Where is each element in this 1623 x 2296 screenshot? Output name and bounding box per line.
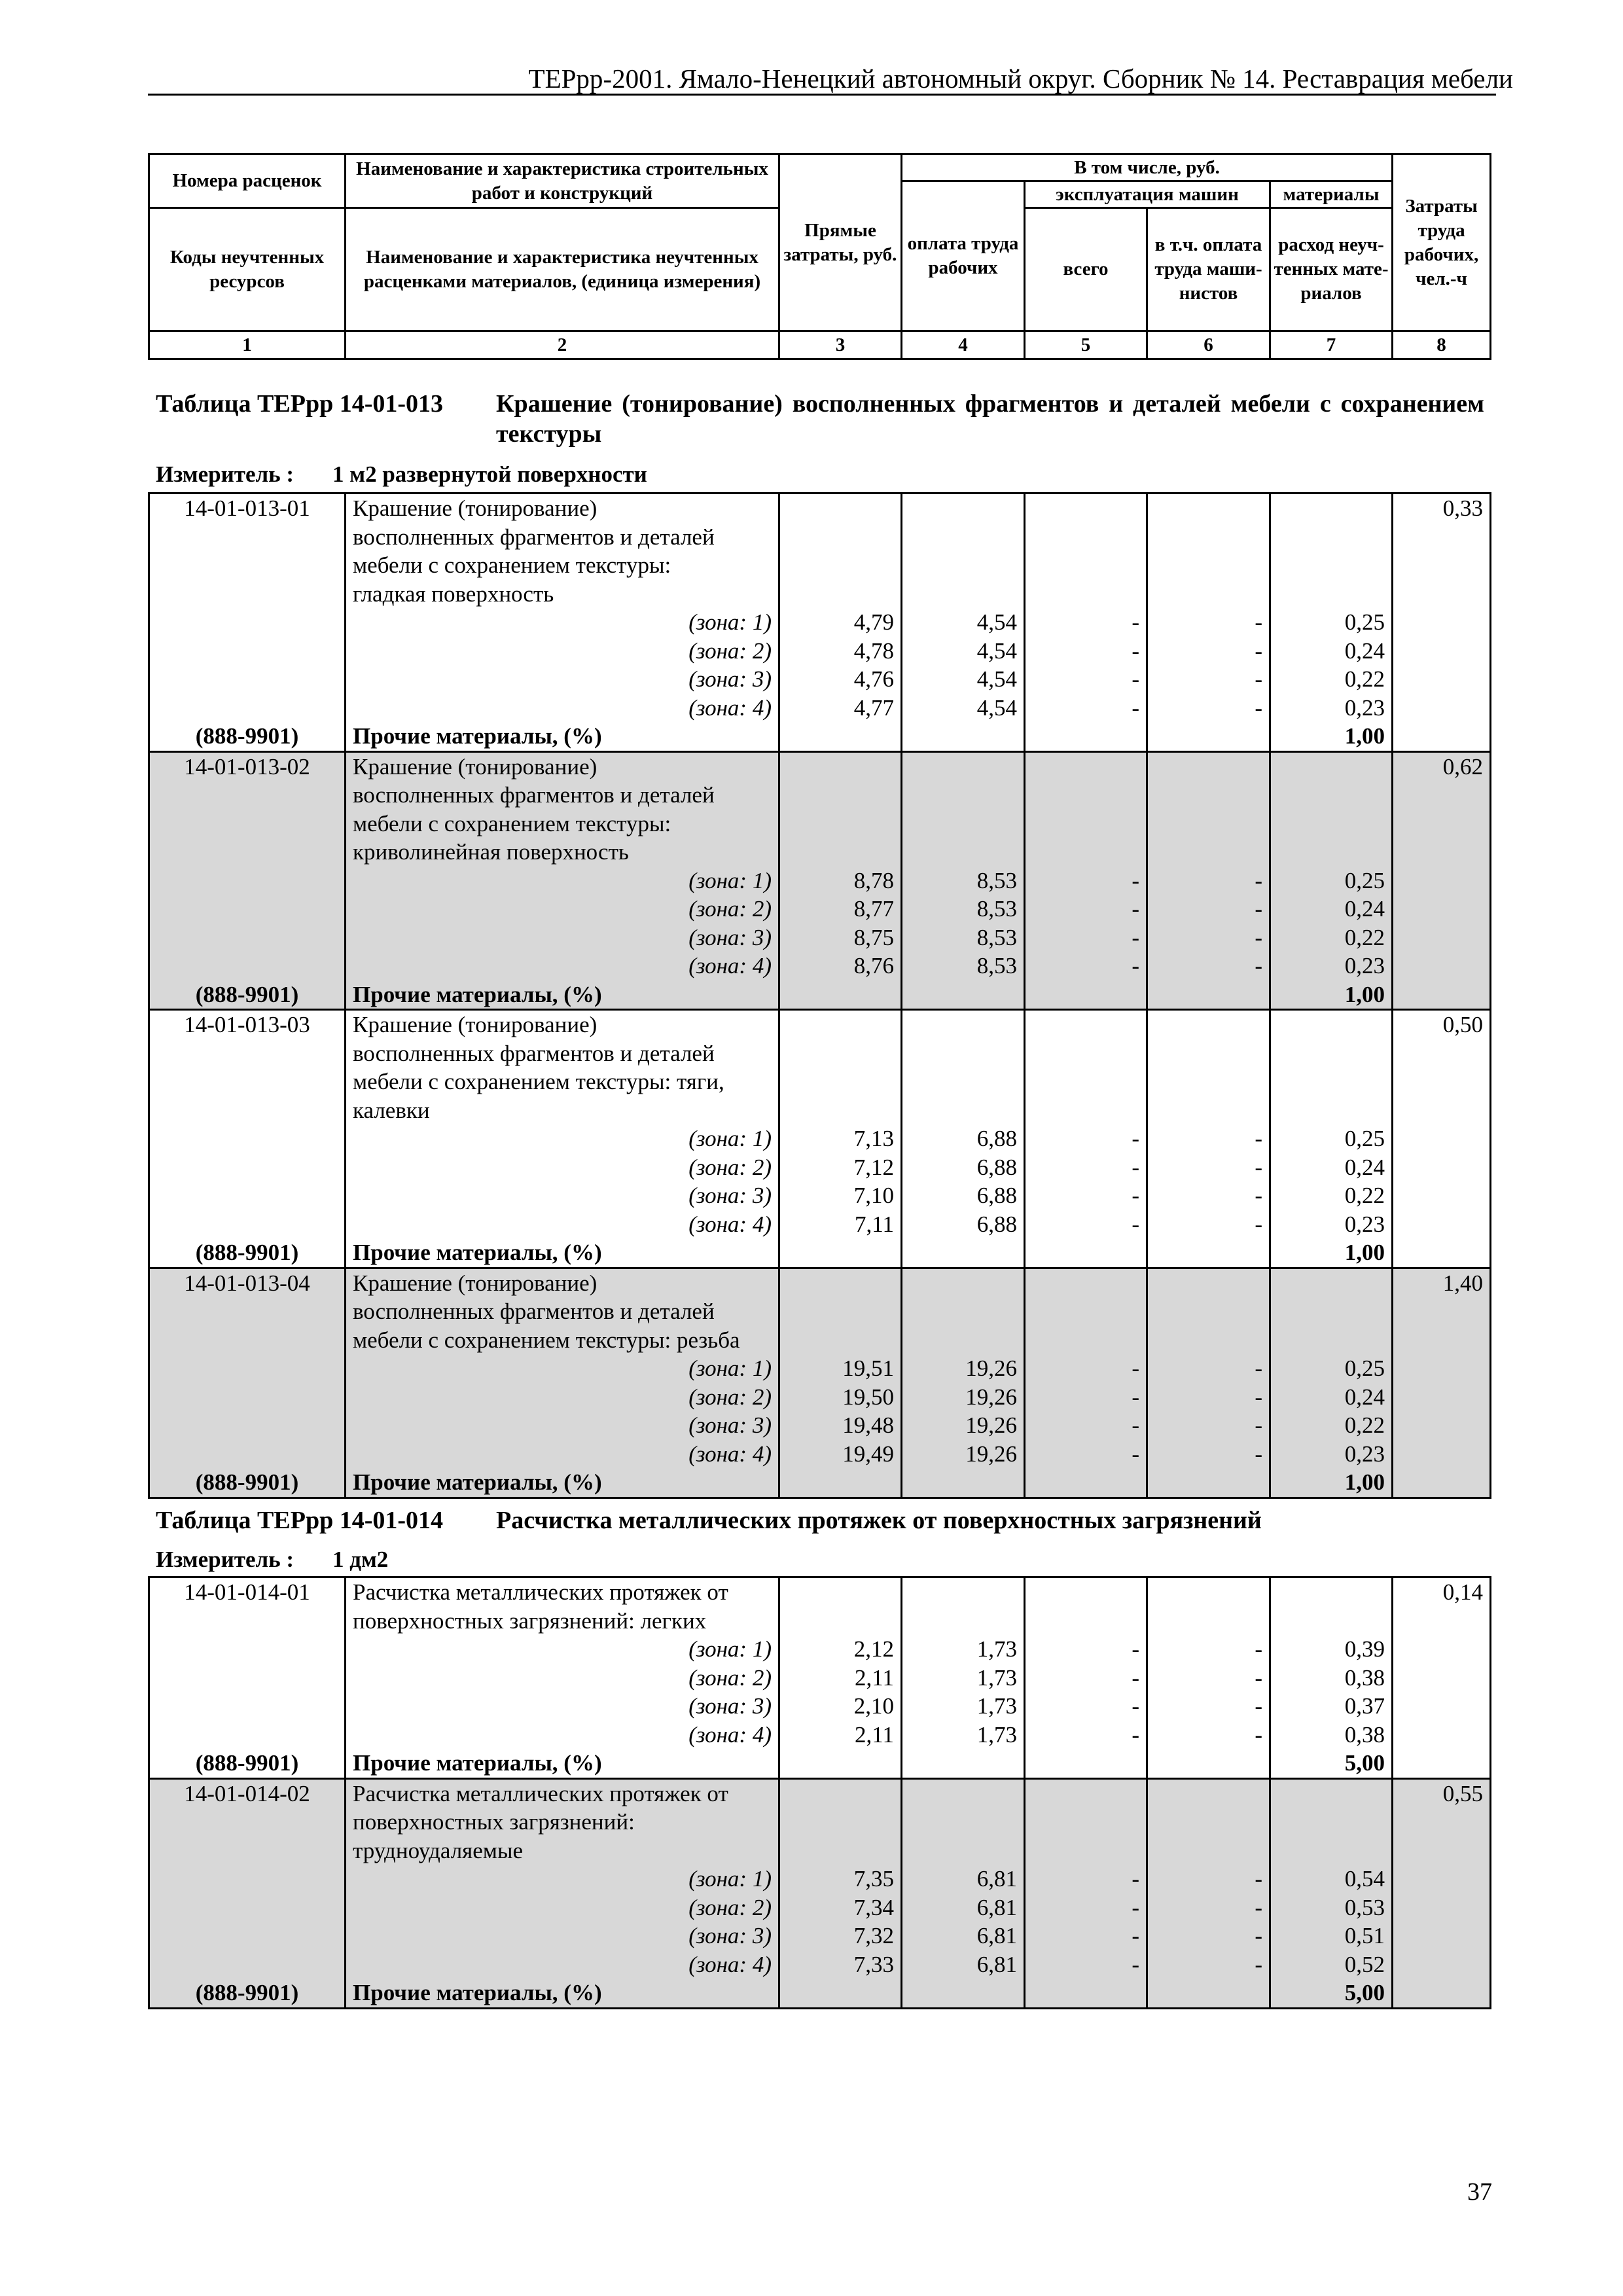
labor-pay-value: 4,54	[976, 694, 1017, 721]
machines-total-value: -	[1132, 953, 1139, 978]
work-description-line: поверхностных загрязнений: легких	[353, 1607, 707, 1634]
materials-value: 0,23	[1344, 694, 1385, 721]
materials-value: 0,24	[1344, 1154, 1385, 1180]
rate-code: 14-01-013-03	[184, 1012, 310, 1037]
machines-labor-cell	[1147, 1010, 1270, 1268]
machines-total-value: -	[1132, 1664, 1139, 1691]
labor-pay-cell	[902, 1778, 1025, 2008]
description-cell	[346, 1010, 779, 1268]
rate-entry-row	[149, 1577, 1491, 1779]
col-materials-consumption: расход неуч- тенных мате- риалов	[1270, 208, 1393, 331]
machines-total-value: -	[1132, 1693, 1139, 1719]
direct-cost-cell	[779, 493, 902, 752]
labor-pay-value: 6,81	[976, 1923, 1017, 1948]
machines-total-value: -	[1132, 1412, 1139, 1438]
machines-total-value: -	[1132, 1126, 1139, 1151]
rate-code: 14-01-013-01	[184, 495, 310, 521]
machines-total-value: -	[1132, 1894, 1139, 1920]
machines-total-value: -	[1132, 1951, 1139, 1977]
rate-code: 14-01-013-04	[184, 1270, 310, 1296]
labor-pay-value: 8,53	[976, 896, 1017, 922]
machines-total-value: -	[1132, 1211, 1139, 1237]
page-header-title: ТЕРрр-2001. Ямало-Ненецкий автономный округ. Сборник № 14. Реставрация мебели	[528, 63, 1513, 94]
labor-pay-value: 8,53	[976, 924, 1017, 950]
zone-label: (зона: 4)	[688, 1951, 772, 1977]
description-cell	[346, 1778, 779, 2008]
materials-value: 0,52	[1344, 1951, 1385, 1977]
labor-pay-value: 4,54	[976, 637, 1017, 664]
col-number: 4	[902, 331, 1025, 359]
labor-pay-cell	[902, 1010, 1025, 1268]
zone-label: (зона: 2)	[688, 1664, 772, 1691]
col-number: 8	[1393, 331, 1491, 359]
machines-labor-cell	[1147, 1268, 1270, 1498]
machines-labor-value: -	[1255, 896, 1262, 922]
col-number: 1	[149, 331, 346, 359]
machines-labor-value: -	[1255, 1183, 1262, 1208]
machines-total-cell	[1025, 493, 1147, 752]
machines-labor-value: -	[1255, 1126, 1262, 1151]
materials-value: 0,22	[1344, 1183, 1385, 1208]
materials-value: 0,23	[1344, 953, 1385, 978]
materials-value: 0,24	[1344, 637, 1385, 664]
direct-cost-value: 8,76	[853, 953, 894, 978]
direct-cost-value: 4,77	[853, 694, 894, 721]
resource-code: (888-9901)	[195, 981, 299, 1007]
materials-value: 0,54	[1344, 1866, 1385, 1892]
machines-labor-value: -	[1255, 609, 1262, 635]
machines-total-value: -	[1132, 1154, 1139, 1180]
resource-consumption: 1,00	[1344, 1469, 1385, 1495]
rate-entry-row	[149, 751, 1491, 1010]
machines-labor-value: -	[1255, 1154, 1262, 1180]
col-number: 2	[346, 331, 779, 359]
direct-cost-value: 4,76	[853, 666, 894, 692]
machines-total-value: -	[1132, 609, 1139, 635]
zone-label: (зона: 1)	[688, 1126, 772, 1151]
zone-label: (зона: 1)	[688, 1866, 772, 1892]
direct-cost-value: 7,13	[853, 1126, 894, 1151]
machines-total-value: -	[1132, 924, 1139, 950]
work-description-line: трудноудаляемые	[353, 1837, 524, 1863]
work-description-line: мебели с сохранением текстуры: тяги,	[353, 1069, 724, 1094]
labor-costs-cell	[1393, 751, 1491, 1010]
direct-cost-value: 7,10	[853, 1183, 894, 1208]
machines-total-value: -	[1132, 1355, 1139, 1381]
col-labor-pay: оплата труда рабочих	[902, 181, 1025, 331]
code-cell	[149, 1577, 346, 1779]
materials-value: 0,23	[1344, 1441, 1385, 1467]
direct-cost-value: 7,35	[853, 1866, 894, 1892]
col-number: 6	[1147, 331, 1270, 359]
zone-label: (зона: 4)	[688, 1441, 772, 1467]
description-cell	[346, 493, 779, 752]
materials-value: 0,25	[1344, 609, 1385, 635]
meter-label: Измеритель :	[156, 461, 294, 487]
labor-pay-value: 19,26	[965, 1441, 1017, 1467]
materials-value: 0,38	[1344, 1664, 1385, 1691]
labor-pay-value: 6,88	[976, 1154, 1017, 1180]
work-description-line: восполненных фрагментов и деталей	[353, 524, 715, 550]
machines-labor-value: -	[1255, 1441, 1262, 1467]
materials-value: 0,22	[1344, 924, 1385, 950]
table-caption	[156, 389, 1484, 452]
materials-cell	[1270, 1268, 1393, 1498]
table-caption	[156, 1505, 1484, 1537]
meter-value: 1 м2 развернутой поверхности	[332, 461, 647, 487]
zone-label: (зона: 3)	[688, 1923, 772, 1948]
labor-pay-value: 6,88	[976, 1183, 1017, 1208]
machines-total-value: -	[1132, 1866, 1139, 1892]
code-cell	[149, 1778, 346, 2008]
machines-total-cell	[1025, 1010, 1147, 1268]
rates-table-14-01-013	[148, 492, 1491, 1499]
machines-total-cell	[1025, 1268, 1147, 1498]
description-cell	[346, 751, 779, 1010]
direct-cost-value: 7,34	[853, 1894, 894, 1920]
materials-value: 0,39	[1344, 1636, 1385, 1662]
resource-code: (888-9901)	[195, 1980, 299, 2005]
description-cell	[346, 1268, 779, 1498]
labor-costs-value: 0,50	[1442, 1012, 1483, 1037]
rate-code: 14-01-014-01	[184, 1579, 310, 1605]
labor-pay-value: 19,26	[965, 1384, 1017, 1410]
direct-cost-value: 19,48	[842, 1412, 894, 1438]
materials-value: 0,38	[1344, 1721, 1385, 1748]
labor-pay-cell	[902, 1577, 1025, 1779]
machines-labor-value: -	[1255, 666, 1262, 692]
zone-label: (зона: 4)	[688, 1721, 772, 1748]
materials-value: 0,25	[1344, 1126, 1385, 1151]
labor-costs-value: 0,55	[1442, 1780, 1483, 1806]
work-description-line: Расчистка металлических протяжек от	[353, 1780, 728, 1806]
machines-labor-value: -	[1255, 1211, 1262, 1237]
work-description-line: восполненных фрагментов и деталей	[353, 1299, 715, 1324]
machines-labor-value: -	[1255, 1721, 1262, 1748]
machines-labor-value: -	[1255, 1355, 1262, 1381]
zone-label: (зона: 2)	[688, 896, 772, 922]
direct-cost-value: 8,78	[853, 867, 894, 893]
labor-pay-value: 1,73	[976, 1664, 1017, 1691]
page-number: 37	[1467, 2178, 1492, 2206]
materials-value: 0,22	[1344, 666, 1385, 692]
machines-total-cell	[1025, 1577, 1147, 1779]
resource-consumption: 1,00	[1344, 723, 1385, 749]
labor-pay-value: 6,81	[976, 1951, 1017, 1977]
resource-consumption: 5,00	[1344, 1750, 1385, 1776]
direct-cost-value: 8,77	[853, 896, 894, 922]
code-cell	[149, 493, 346, 752]
labor-costs-cell	[1393, 1010, 1491, 1268]
work-description-line: Расчистка металлических протяжек от	[353, 1579, 728, 1605]
col-rate-numbers: Номера расценок	[149, 154, 346, 208]
resource-name: Прочие материалы, (%)	[353, 1750, 602, 1776]
zone-label: (зона: 2)	[688, 1894, 772, 1920]
direct-cost-value: 7,12	[853, 1154, 894, 1180]
col-including: В том числе, руб.	[902, 154, 1393, 181]
rate-entry-row	[149, 493, 1491, 752]
resource-name: Прочие материалы, (%)	[353, 723, 602, 749]
labor-pay-value: 19,26	[965, 1412, 1017, 1438]
direct-cost-cell	[779, 1268, 902, 1498]
header-rule	[148, 94, 1496, 96]
zone-label: (зона: 3)	[688, 1183, 772, 1208]
work-description-line: мебели с сохранением текстуры:	[353, 810, 671, 836]
col-direct-costs: Прямые затраты, руб.	[779, 154, 902, 331]
col-machines: эксплуатация машин	[1025, 181, 1270, 208]
resource-code: (888-9901)	[195, 723, 299, 749]
labor-pay-value: 6,88	[976, 1211, 1017, 1237]
materials-cell	[1270, 493, 1393, 752]
machines-total-value: -	[1132, 1923, 1139, 1948]
resource-code: (888-9901)	[195, 1750, 299, 1776]
col-number: 7	[1270, 331, 1393, 359]
labor-pay-cell	[902, 493, 1025, 752]
resource-name: Прочие материалы, (%)	[353, 1469, 602, 1495]
meter-line	[156, 1546, 389, 1573]
resource-name: Прочие материалы, (%)	[353, 981, 602, 1007]
code-cell	[149, 1010, 346, 1268]
machines-total-value: -	[1132, 694, 1139, 721]
machines-labor-value: -	[1255, 1894, 1262, 1920]
labor-pay-value: 19,26	[965, 1355, 1017, 1381]
direct-cost-value: 4,79	[853, 609, 894, 635]
machines-labor-cell	[1147, 1577, 1270, 1779]
materials-value: 0,24	[1344, 896, 1385, 922]
rate-entry-row	[149, 1778, 1491, 2008]
machines-labor-value: -	[1255, 867, 1262, 893]
materials-value: 0,51	[1344, 1923, 1385, 1948]
machines-labor-value: -	[1255, 1923, 1262, 1948]
direct-cost-value: 7,33	[853, 1951, 894, 1977]
rate-code: 14-01-014-02	[184, 1780, 310, 1806]
zone-label: (зона: 4)	[688, 953, 772, 978]
col-labor-costs: Затраты труда рабочих, чел.-ч	[1393, 154, 1491, 331]
materials-value: 0,53	[1344, 1894, 1385, 1920]
work-description-line: Крашение (тонирование)	[353, 1012, 597, 1037]
rate-entry-row	[149, 1268, 1491, 1498]
machines-labor-cell	[1147, 493, 1270, 752]
labor-costs-cell	[1393, 1577, 1491, 1779]
resource-name: Прочие материалы, (%)	[353, 1240, 602, 1265]
labor-pay-value: 6,81	[976, 1894, 1017, 1920]
direct-cost-value: 7,11	[855, 1211, 894, 1237]
machines-labor-value: -	[1255, 637, 1262, 664]
labor-pay-value: 4,54	[976, 666, 1017, 692]
work-description-line: Крашение (тонирование)	[353, 495, 597, 521]
zone-label: (зона: 1)	[688, 1636, 772, 1662]
meter-line	[156, 461, 647, 488]
resource-code: (888-9901)	[195, 1469, 299, 1495]
rate-code: 14-01-013-02	[184, 753, 310, 780]
zone-label: (зона: 2)	[688, 1384, 772, 1410]
col-number: 5	[1025, 331, 1147, 359]
direct-cost-cell	[779, 751, 902, 1010]
labor-costs-value: 0,62	[1442, 753, 1483, 780]
work-description-line: восполненных фрагментов и деталей	[353, 782, 715, 808]
machines-total-value: -	[1132, 1721, 1139, 1748]
zone-label: (зона: 4)	[688, 1211, 772, 1237]
resource-consumption: 1,00	[1344, 981, 1385, 1007]
work-description-line: поверхностных загрязнений:	[353, 1809, 635, 1835]
machines-total-value: -	[1132, 1384, 1139, 1410]
direct-cost-value: 2,10	[853, 1693, 894, 1719]
direct-cost-value: 2,11	[855, 1664, 894, 1691]
table-label: Таблица ТЕРрр 14-01-014	[156, 1507, 444, 1534]
machines-total-value: -	[1132, 1636, 1139, 1662]
resource-name: Прочие материалы, (%)	[353, 1980, 602, 2005]
direct-cost-value: 19,49	[842, 1441, 894, 1467]
rates-table-14-01-014	[148, 1576, 1491, 2009]
table-title: Крашение (тонирование) восполненных фрагментов и деталей мебели с сохранением текстуры	[496, 390, 1484, 448]
labor-pay-value: 8,53	[976, 867, 1017, 893]
table-label: Таблица ТЕРрр 14-01-013	[156, 390, 444, 418]
col-material-names: Наименование и характеристика неучтенных расценками материалов, (единица измерения)	[346, 208, 779, 331]
machines-labor-value: -	[1255, 694, 1262, 721]
direct-cost-value: 2,12	[853, 1636, 894, 1662]
materials-value: 0,22	[1344, 1412, 1385, 1438]
zone-label: (зона: 1)	[688, 1355, 772, 1381]
machines-total-value: -	[1132, 1441, 1139, 1467]
meter-value: 1 дм2	[332, 1547, 389, 1572]
resource-code: (888-9901)	[195, 1240, 299, 1265]
machines-total-value: -	[1132, 666, 1139, 692]
direct-cost-value: 8,75	[853, 924, 894, 950]
code-cell	[149, 1268, 346, 1498]
machines-labor-cell	[1147, 751, 1270, 1010]
machines-total-value: -	[1132, 637, 1139, 664]
machines-total-cell	[1025, 751, 1147, 1010]
work-description-line: восполненных фрагментов и деталей	[353, 1040, 715, 1066]
labor-pay-value: 1,73	[976, 1693, 1017, 1719]
direct-cost-value: 19,51	[842, 1355, 894, 1381]
labor-costs-cell	[1393, 493, 1491, 752]
zone-label: (зона: 3)	[688, 924, 772, 950]
machines-labor-value: -	[1255, 1951, 1262, 1977]
work-description-line: мебели с сохранением текстуры:	[353, 552, 671, 578]
work-description-line: гладкая поверхность	[353, 581, 554, 607]
materials-value: 0,25	[1344, 1355, 1385, 1381]
work-description-line: калевки	[353, 1097, 430, 1123]
zone-label: (зона: 2)	[688, 1154, 772, 1180]
machines-total-value: -	[1132, 1183, 1139, 1208]
labor-pay-cell	[902, 1268, 1025, 1498]
zone-label: (зона: 4)	[688, 694, 772, 721]
labor-costs-value: 0,14	[1442, 1579, 1483, 1605]
direct-cost-value: 19,50	[842, 1384, 894, 1410]
col-machines-total: всего	[1025, 208, 1147, 331]
labor-pay-value: 6,88	[976, 1126, 1017, 1151]
machines-total-value: -	[1132, 896, 1139, 922]
zone-label: (зона: 3)	[688, 666, 772, 692]
direct-cost-value: 4,78	[853, 637, 894, 664]
machines-labor-value: -	[1255, 1866, 1262, 1892]
col-machines-labor: в т.ч. оплата труда маши- нистов	[1147, 208, 1270, 331]
zone-label: (зона: 2)	[688, 637, 772, 664]
direct-cost-value: 2,11	[855, 1721, 894, 1748]
col-materials: материалы	[1270, 181, 1393, 208]
labor-costs-cell	[1393, 1778, 1491, 2008]
labor-pay-value: 4,54	[976, 609, 1017, 635]
labor-costs-value: 1,40	[1442, 1270, 1483, 1296]
zone-label: (зона: 1)	[688, 867, 772, 893]
labor-pay-value: 1,73	[976, 1636, 1017, 1662]
column-header-table	[148, 153, 1491, 360]
work-description-line: Крашение (тонирование)	[353, 1270, 597, 1296]
direct-cost-cell	[779, 1577, 902, 1779]
materials-cell	[1270, 1778, 1393, 2008]
table-title: Расчистка металлических протяжек от поверхностных загрязнений	[496, 1507, 1262, 1534]
materials-cell	[1270, 751, 1393, 1010]
col-number: 3	[779, 331, 902, 359]
materials-value: 0,24	[1344, 1384, 1385, 1410]
resource-consumption: 1,00	[1344, 1240, 1385, 1265]
machines-labor-value: -	[1255, 1693, 1262, 1719]
code-cell	[149, 751, 346, 1010]
meter-label: Измеритель :	[156, 1547, 294, 1572]
col-resource-codes: Коды неучтенных ресурсов	[149, 208, 346, 331]
machines-labor-value: -	[1255, 924, 1262, 950]
direct-cost-cell	[779, 1010, 902, 1268]
work-description-line: криволинейная поверхность	[353, 839, 629, 865]
materials-cell	[1270, 1010, 1393, 1268]
work-description-line: Крашение (тонирование)	[353, 753, 597, 780]
machines-labor-value: -	[1255, 1636, 1262, 1662]
materials-value: 0,23	[1344, 1211, 1385, 1237]
labor-costs-cell	[1393, 1268, 1491, 1498]
resource-consumption: 5,00	[1344, 1980, 1385, 2005]
zone-label: (зона: 3)	[688, 1412, 772, 1438]
labor-pay-value: 6,81	[976, 1866, 1017, 1892]
col-work-name: Наименование и характеристика строительных работ и конструкций	[346, 154, 779, 208]
labor-pay-value: 1,73	[976, 1721, 1017, 1748]
labor-pay-value: 8,53	[976, 953, 1017, 978]
materials-value: 0,37	[1344, 1693, 1385, 1719]
machines-total-value: -	[1132, 867, 1139, 893]
direct-cost-value: 7,32	[853, 1923, 894, 1948]
materials-cell	[1270, 1577, 1393, 1779]
zone-label: (зона: 1)	[688, 609, 772, 635]
rate-entry-row	[149, 1010, 1491, 1268]
work-description-line: мебели с сохранением текстуры: резьба	[353, 1327, 740, 1353]
zone-label: (зона: 3)	[688, 1693, 772, 1719]
machines-labor-cell	[1147, 1778, 1270, 2008]
machines-labor-value: -	[1255, 1384, 1262, 1410]
description-cell	[346, 1577, 779, 1779]
labor-pay-cell	[902, 751, 1025, 1010]
machines-labor-value: -	[1255, 1412, 1262, 1438]
direct-cost-cell	[779, 1778, 902, 2008]
labor-costs-value: 0,33	[1442, 495, 1483, 521]
materials-value: 0,25	[1344, 867, 1385, 893]
machines-labor-value: -	[1255, 1664, 1262, 1691]
machines-labor-value: -	[1255, 953, 1262, 978]
machines-total-cell	[1025, 1778, 1147, 2008]
